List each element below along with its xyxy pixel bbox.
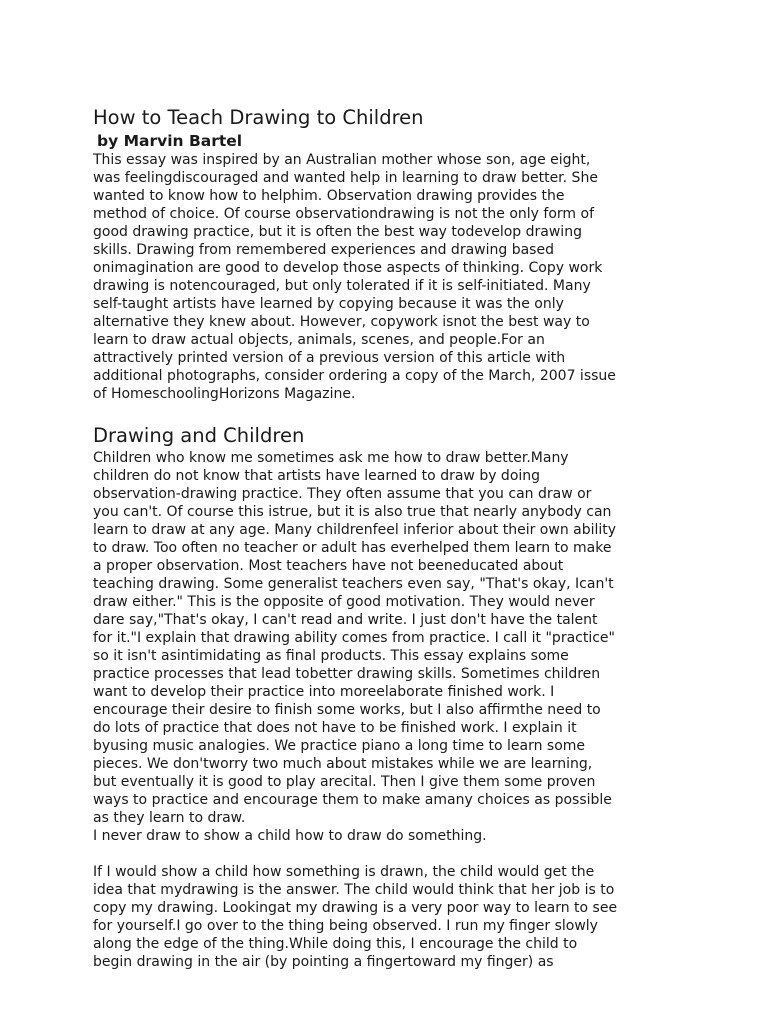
section-line: dare say,"That's okay, I can't read and write. I just don't have the talent xyxy=(93,612,598,628)
section-line: children do not know that artists have learned to draw by doing xyxy=(93,468,541,484)
intro-line: method of choice. Of course observationdrawing is not the only form of xyxy=(93,206,594,222)
intro-line: drawing is notencouraged, but only tolerated if it is self-initiated. Many xyxy=(93,278,591,294)
statement-paragraph xyxy=(93,827,683,845)
section-line: Children who know me sometimes ask me how to draw better.Many xyxy=(93,450,569,466)
section-line: practice processes that lead tobetter drawing skills. Sometimes children xyxy=(93,666,601,682)
final-line: If I would show a child how something is drawn, the child would get the xyxy=(93,864,595,880)
final-line: idea that mydrawing is the answer. The child would think that her job is to xyxy=(93,882,615,898)
intro-line: additional photographs, consider ordering a copy of the March, 2007 issue xyxy=(93,368,616,384)
section-line: observation-drawing practice. They often assume that you can draw or xyxy=(93,486,592,502)
intro-line: attractively printed version of a previous version of this article with xyxy=(93,350,566,366)
section-heading: Drawing and Children xyxy=(93,424,305,447)
intro-line: skills. Drawing from remembered experiences and drawing based xyxy=(93,242,554,258)
final-line: copy my drawing. Lookingat my drawing is a very poor way to learn to see xyxy=(93,900,618,916)
intro-line: wanted to know how to helphim. Observation drawing provides the xyxy=(93,188,565,204)
intro-line: learn to draw actual objects, animals, scenes, and people.For an xyxy=(93,332,545,348)
final-line: along the edge of the thing.While doing this, I encourage the child to xyxy=(93,936,578,952)
section-line: a proper observation. Most teachers have not beeneducated about xyxy=(93,558,564,574)
intro-line: onimagination are good to develop those aspects of thinking. Copy work xyxy=(93,260,603,276)
section-line: draw either." This is the opposite of good motivation. They would never xyxy=(93,594,595,610)
section-line: as they learn to draw. xyxy=(93,810,246,826)
intro-line: This essay was inspired by an Australian mother whose son, age eight, xyxy=(93,152,591,168)
section-line: learn to draw at any age. Many childrenfeel inferior about their own ability xyxy=(93,522,617,538)
author-byline: by Marvin Bartel xyxy=(97,132,243,150)
section-line: to draw. Too often no teacher or adult has everhelped them learn to make xyxy=(93,540,612,556)
section-line: you can't. Of course this istrue, but it is also true that nearly anybody can xyxy=(93,504,612,520)
section-line: pieces. We don'tworry two much about mistakes while we are learning, xyxy=(93,756,593,772)
section-line: encourage their desire to finish some works, but I also affirmthe need to xyxy=(93,702,601,718)
final-paragraph xyxy=(93,863,683,971)
document-page xyxy=(93,105,683,971)
intro-line: was feelingdiscouraged and wanted help in learning to draw better. She xyxy=(93,170,598,186)
final-line: begin drawing in the air (by pointing a fingertoward my finger) as xyxy=(93,954,554,970)
final-line: for yourself.I go over to the thing being observed. I run my finger slowly xyxy=(93,918,598,934)
intro-line: of HomeschoolingHorizons Magazine. xyxy=(93,386,356,402)
section-paragraph xyxy=(93,449,683,827)
statement-line: I never draw to show a child how to draw do something. xyxy=(93,828,487,844)
intro-line: good drawing practice, but it is often the best way todevelop drawing xyxy=(93,224,582,240)
section-line: ways to practice and encourage them to make amany choices as possible xyxy=(93,792,612,808)
section-line: do lots of practice that does not have to be finished work. I explain it xyxy=(93,720,577,736)
section-line: teaching drawing. Some generalist teachers even say, "That's okay, Ican't xyxy=(93,576,614,592)
intro-line: self-taught artists have learned by copying because it was the only xyxy=(93,296,564,312)
intro-paragraph xyxy=(93,151,683,403)
document-title: How to Teach Drawing to Children xyxy=(93,106,424,129)
section-line: byusing music analogies. We practice piano a long time to learn some xyxy=(93,738,586,754)
section-line: want to develop their practice into moreelaborate finished work. I xyxy=(93,684,555,700)
section-line: so it isn't asintimidating as final products. This essay explains some xyxy=(93,648,569,664)
section-line: for it."I explain that drawing ability comes from practice. I call it "practice" xyxy=(93,630,615,646)
intro-line: alternative they knew about. However, copywork isnot the best way to xyxy=(93,314,590,330)
section-line: but eventually it is good to play arecital. Then I give them some proven xyxy=(93,774,596,790)
